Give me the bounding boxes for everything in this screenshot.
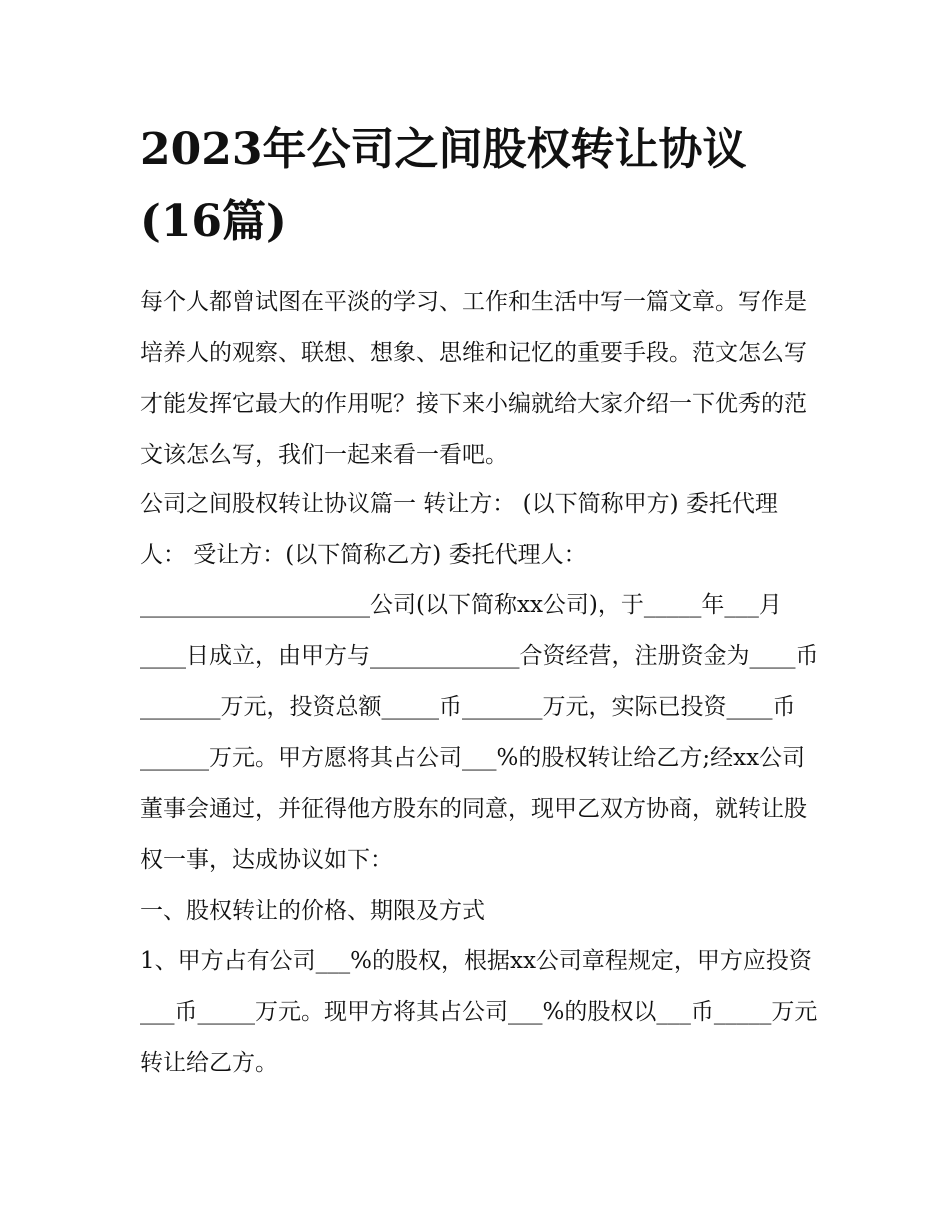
section-heading: 一、股权转让的价格、期限及方式 <box>140 898 485 924</box>
clause-paragraph: 1、甲方占有公司___%的股权，根据xx公司章程规定，甲方应投资___币_____万元。现甲方将其占公司___%的股权以___币_____万元转让给乙方。 <box>140 948 818 1076</box>
company-background-paragraph: ____________________公司(以下简称xx公司)，于_____年___月____日成立，由甲方与_____________合资经营，注册资金为____币_______万元，投资总额_____币_______万元，实际已投资____币______万元。甲方愿将其占公司___%的股权转让给乙方;经xx公司董事会通过，并征得他方股东的同意，现甲乙双方协商，就转让股权一事，达成协议如下： <box>140 592 819 873</box>
intro-paragraph: 每个人都曾试图在平淡的学习、工作和生活中写一篇文章。写作是培养人的观察、联想、想象、思维和记忆的重要手段。范文怎么写才能发挥它最大的作用呢？接下来小编就给大家介绍一下优秀的范文该怎么写，我们一起来看一看吧。 <box>140 289 807 468</box>
agreement-parties-paragraph: 公司之间股权转让协议篇一 转让方： (以下简称甲方) 委托代理人： 受让方：(以下简称乙方) 委托代理人： <box>140 491 778 568</box>
document-title: 2023年公司之间股权转让协议(16篇) <box>140 124 747 247</box>
